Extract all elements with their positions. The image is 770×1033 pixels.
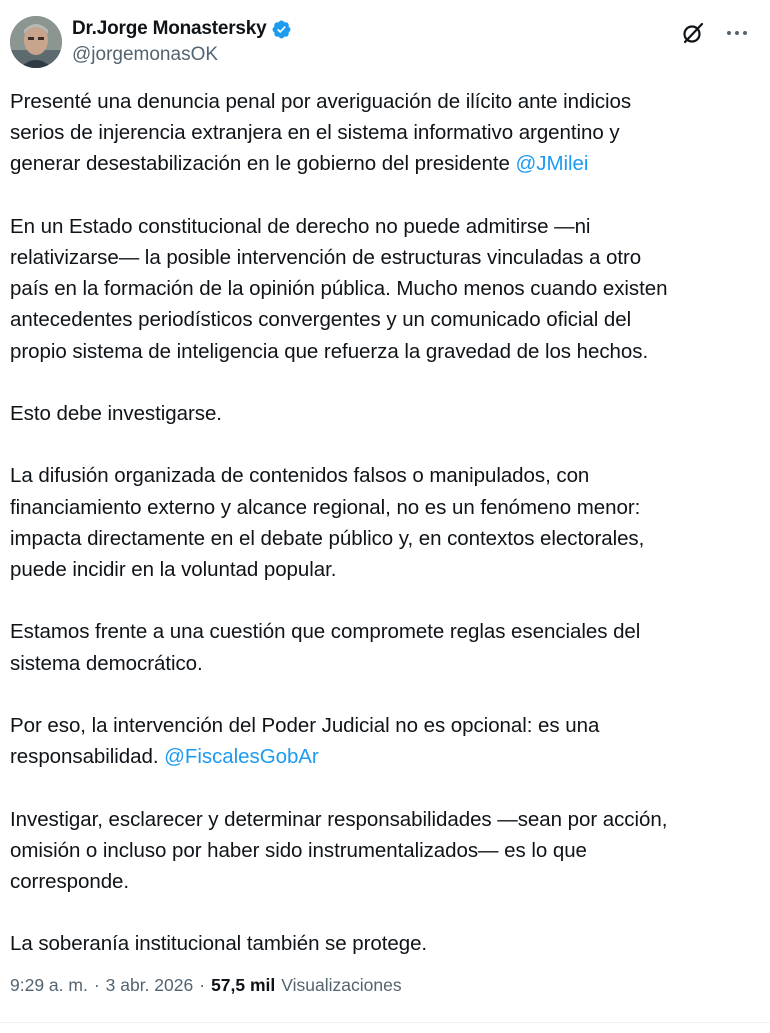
tweet-paragraph-6 (10, 710, 750, 772)
verified-badge-icon[interactable] (271, 19, 292, 40)
avatar-image (10, 16, 62, 68)
mention-link-fiscalesgobar[interactable]: @FiscalesGobAr (164, 745, 319, 769)
tweet-meta (10, 975, 402, 996)
mention-link-jmilei[interactable]: @JMilei (515, 152, 589, 176)
more-options-icon[interactable] (724, 20, 750, 46)
tweet-time[interactable]: 9:29 a. m. (10, 975, 88, 995)
tweet-paragraph-7: Investigar, esclarecer y determinar responsabilidades —sean por acción, omisión o incluso por haber sido instrumentalizados— es lo que corresponde. (10, 807, 668, 893)
tweet-text-segment: Presenté una denuncia penal por averiguación de ilícito ante indicios serios de injerencia extranjera en el sistema informativo argentino y generar desestabilización en le gobierno del presidente (10, 90, 632, 176)
tweet-header (8, 14, 750, 70)
tweet-text (10, 86, 750, 960)
author-handle[interactable]: @jorgemonasOK (72, 44, 219, 65)
meta-separator: · (199, 975, 206, 995)
tweet-text-segment: Por eso, la intervención del Poder Judicial no es opcional: es una responsabilidad. (10, 713, 600, 769)
avatar[interactable] (10, 16, 62, 68)
tweet-paragraph-2: En un Estado constitucional de derecho no puede admitirse —ni relativizarse— la posible intervención de estructuras vinculadas a otro país en la formación de la opinión pública. Mucho menos cuando existen antecedentes periodísticos convergentes y un comunicado oficial del propio sistema de inteligencia que refuerza la gravedad de los hechos. (10, 214, 668, 363)
tweet-paragraph-3: Esto debe investigarse. (10, 402, 222, 425)
tweet-date[interactable]: 3 abr. 2026 (105, 975, 194, 995)
views-label: Visualizaciones (281, 975, 402, 995)
tweet-paragraph-1 (10, 86, 750, 180)
divider (0, 1022, 770, 1023)
meta-separator: · (93, 975, 100, 995)
author-block (72, 16, 292, 66)
tweet-paragraph-4: La difusión organizada de contenidos falsos o manipulados, con financiamiento externo y alcance regional, no es un fenómeno menor: impacta directamente en el debate público y, en contextos electorales, puede incidir en la voluntad popular. (10, 464, 645, 581)
tweet-paragraph-5: Estamos frente a una cuestión que compromete reglas esenciales del sistema democrático. (10, 620, 641, 675)
views-count: 57,5 mil (211, 975, 276, 995)
tweet-paragraph-8: La soberanía institucional también se protege. (10, 932, 428, 956)
author-display-name[interactable]: Dr.Jorge Monastersky (72, 18, 267, 39)
grok-icon[interactable] (680, 20, 706, 46)
